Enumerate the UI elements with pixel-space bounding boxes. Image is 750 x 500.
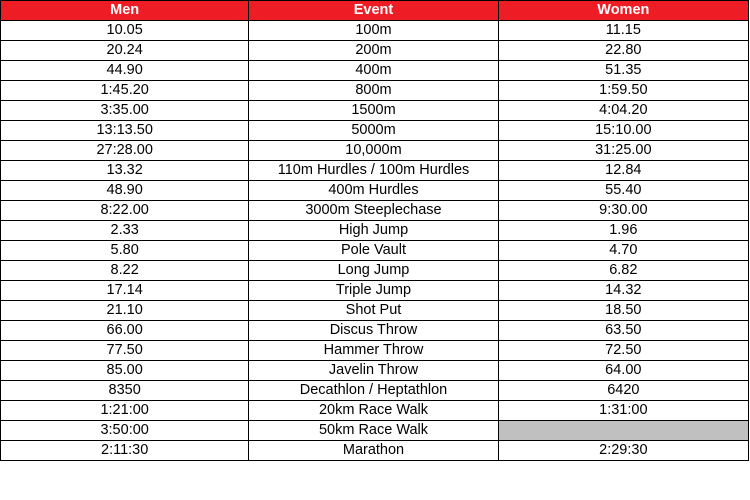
table-row [1, 121, 749, 141]
table-row [1, 401, 749, 421]
event-cell: 50km Race Walk [249, 421, 498, 441]
event-cell: Triple Jump [249, 281, 498, 301]
men-cell: 77.50 [1, 341, 249, 361]
event-cell: Pole Vault [249, 241, 498, 261]
table-row [1, 341, 749, 361]
women-cell: 64.00 [498, 361, 748, 381]
women-cell: 72.50 [498, 341, 748, 361]
event-cell: 3000m Steeplechase [249, 201, 498, 221]
men-cell: 10.05 [1, 21, 249, 41]
men-cell: 20.24 [1, 41, 249, 61]
table-row [1, 361, 749, 381]
table-row [1, 261, 749, 281]
table-row [1, 81, 749, 101]
event-cell: 20km Race Walk [249, 401, 498, 421]
table-row [1, 161, 749, 181]
empty-cell [498, 421, 748, 441]
women-cell: 55.40 [498, 181, 748, 201]
women-cell: 12.84 [498, 161, 748, 181]
event-cell: 800m [249, 81, 498, 101]
men-cell: 3:50:00 [1, 421, 249, 441]
women-cell: 1:59.50 [498, 81, 748, 101]
table-row [1, 61, 749, 81]
women-cell: 22.80 [498, 41, 748, 61]
men-cell: 2.33 [1, 221, 249, 241]
table-row [1, 301, 749, 321]
men-cell: 3:35.00 [1, 101, 249, 121]
women-cell: 15:10.00 [498, 121, 748, 141]
women-cell: 1:31:00 [498, 401, 748, 421]
men-cell: 8.22 [1, 261, 249, 281]
table-row [1, 221, 749, 241]
men-cell: 13.32 [1, 161, 249, 181]
event-cell: Long Jump [249, 261, 498, 281]
event-cell: 1500m [249, 101, 498, 121]
event-cell: High Jump [249, 221, 498, 241]
table-row [1, 101, 749, 121]
women-cell: 51.35 [498, 61, 748, 81]
men-cell: 44.90 [1, 61, 249, 81]
men-cell: 48.90 [1, 181, 249, 201]
women-cell: 9:30.00 [498, 201, 748, 221]
event-cell: Decathlon / Heptathlon [249, 381, 498, 401]
table-row [1, 281, 749, 301]
table-row [1, 181, 749, 201]
column-header-men: Men [1, 1, 249, 21]
event-cell: 400m [249, 61, 498, 81]
event-cell: Discus Throw [249, 321, 498, 341]
men-cell: 17.14 [1, 281, 249, 301]
women-cell: 2:29:30 [498, 441, 748, 461]
women-cell: 6.82 [498, 261, 748, 281]
women-cell: 11.15 [498, 21, 748, 41]
table-row [1, 441, 749, 461]
women-cell: 4.70 [498, 241, 748, 261]
table-row [1, 141, 749, 161]
table-row [1, 241, 749, 261]
event-cell: Marathon [249, 441, 498, 461]
table-row [1, 381, 749, 401]
event-cell: 110m Hurdles / 100m Hurdles [249, 161, 498, 181]
event-cell: 400m Hurdles [249, 181, 498, 201]
men-cell: 2:11:30 [1, 441, 249, 461]
men-cell: 8:22.00 [1, 201, 249, 221]
men-cell: 85.00 [1, 361, 249, 381]
men-cell: 21.10 [1, 301, 249, 321]
women-cell: 14.32 [498, 281, 748, 301]
women-cell: 1.96 [498, 221, 748, 241]
event-cell: 100m [249, 21, 498, 41]
table-row [1, 421, 749, 441]
event-cell: Shot Put [249, 301, 498, 321]
column-header-women: Women [498, 1, 748, 21]
table-row [1, 201, 749, 221]
women-cell: 18.50 [498, 301, 748, 321]
men-cell: 66.00 [1, 321, 249, 341]
table-row [1, 321, 749, 341]
women-cell: 6420 [498, 381, 748, 401]
table-header-row [1, 1, 749, 21]
men-cell: 8350 [1, 381, 249, 401]
men-cell: 1:45.20 [1, 81, 249, 101]
event-cell: Javelin Throw [249, 361, 498, 381]
men-cell: 1:21:00 [1, 401, 249, 421]
men-cell: 13:13.50 [1, 121, 249, 141]
event-cell: Hammer Throw [249, 341, 498, 361]
table-row [1, 21, 749, 41]
event-cell: 5000m [249, 121, 498, 141]
women-cell: 63.50 [498, 321, 748, 341]
women-cell: 31:25.00 [498, 141, 748, 161]
column-header-event: Event [249, 1, 498, 21]
men-cell: 27:28.00 [1, 141, 249, 161]
women-cell: 4:04.20 [498, 101, 748, 121]
men-cell: 5.80 [1, 241, 249, 261]
table-row [1, 41, 749, 61]
table-body [1, 21, 749, 461]
event-cell: 10,000m [249, 141, 498, 161]
event-cell: 200m [249, 41, 498, 61]
